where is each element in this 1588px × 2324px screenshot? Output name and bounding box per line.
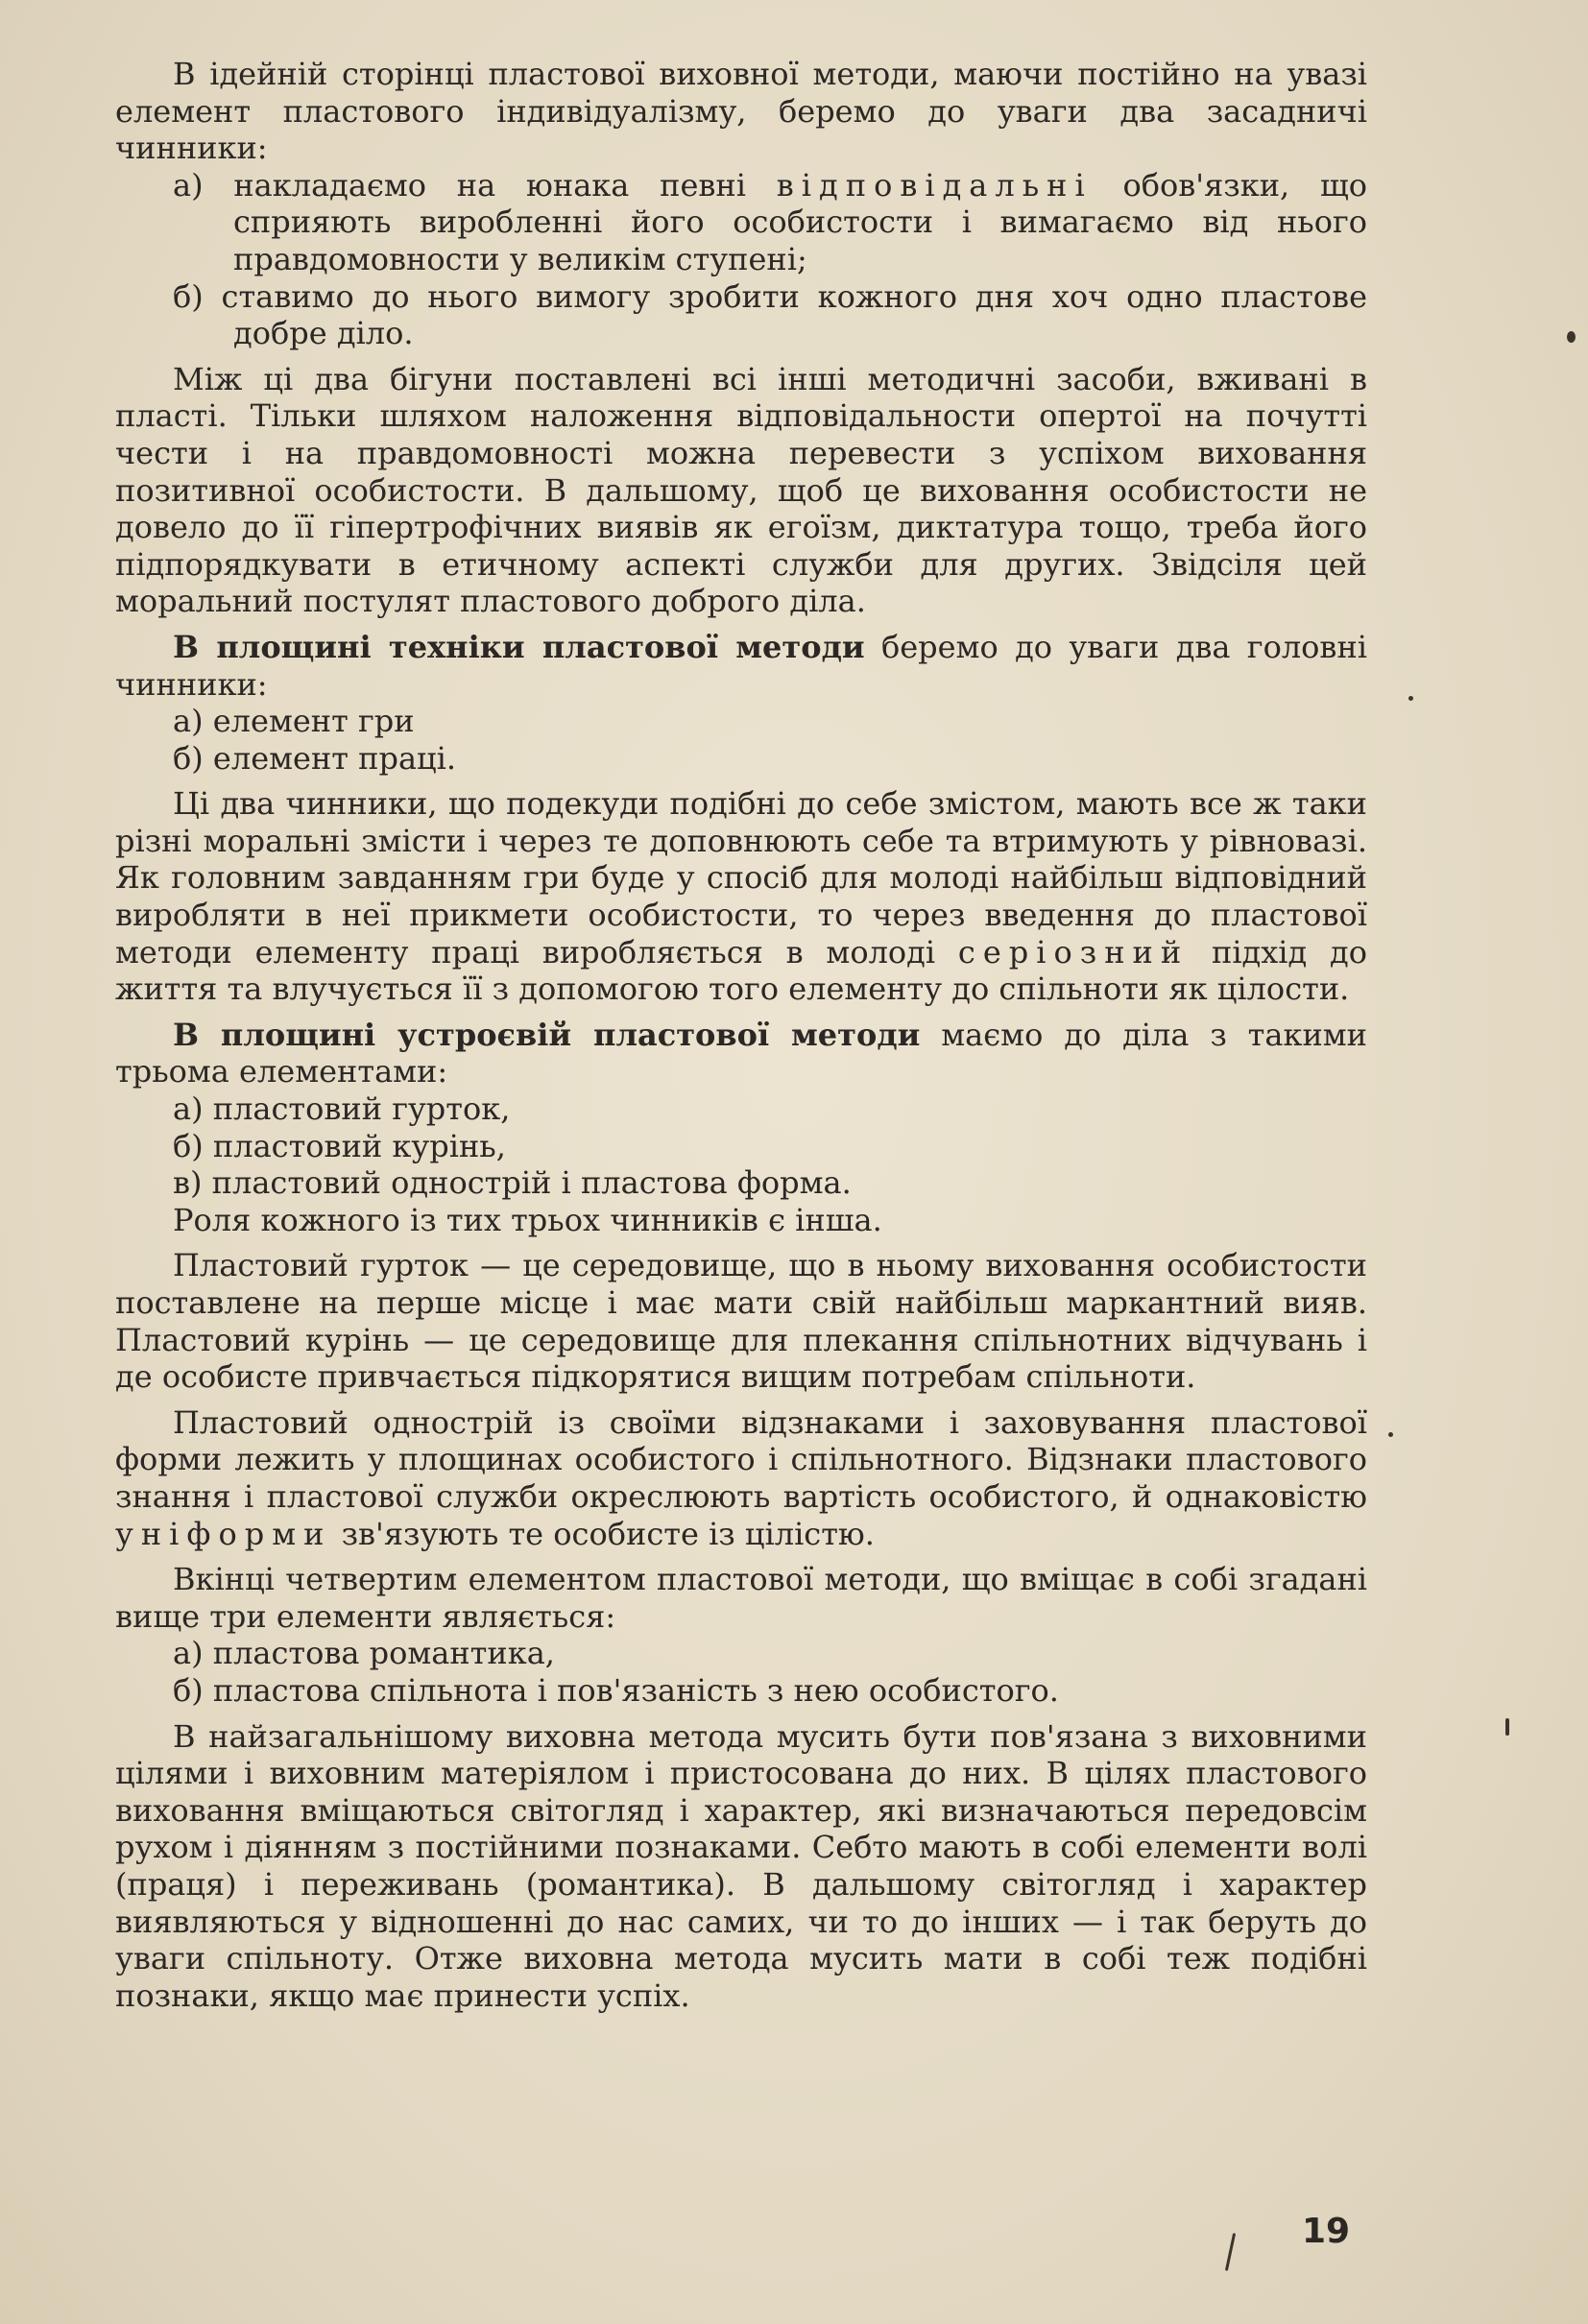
page-number: 19 [1302,2212,1351,2251]
list-item-uniform: в) пластовий однострій і пластова форма. [173,1164,852,1202]
paragraph-conclusion: В найзагальнішому виховна метода мусить бути пов'язана з виховними цілями і виховним матеріялом і пристосована до них. В цілях пластового виховання вміщаються світогляд і характер, які визначаються передовсім рухом і діянням з постійними познаками. Себто мають в собі елементи волі (праця) і переживань (романтика). В дальшому світогляд і характер виявляються у відношенні до нас самих, чи то до інших — і так беруть до уваги спільноту. Отже виховна метода мусить мати в собі теж подібні познаки, якщо має принести успіх. [115,1717,1367,2014]
bold-heading: В площині техніки пластової методи [173,628,865,665]
list-item-a-responsibilities: а) накладаємо на юнака певні відповідальні обов'язки, що сприяють виробленні його особистости і вимагаємо від нього правдомовности у великім ступені; [173,166,1368,277]
spaced-word: серіозний [957,933,1190,970]
paragraph-poles: Між ці два бігуни поставлені всі інші методичні засоби, вживані в пласті. Тільки шляхом наложення відповідальности опертої на почутті чести і на правдомовності можна перевести з успіхом виховання позитивної особистости. В дальшому, щоб це виховання особистости не довело до її гіпертрофічних виявів як егоїзм, диктатура тощо, треба його підпорядкувати в етичному аспекті служби для других. Звідсіля цей моральний постулят пластового доброго діла. [115,360,1367,620]
list-item-role: Роля кожного із тих трьох чинників є інша. [173,1201,882,1238]
paragraph-ideological: В ідейній сторінці пластової виховної методи, маючи постійно на увазі елемент пластового індивідуалізму, беремо до уваги два засадничі чинники: [115,56,1367,167]
list-item-group: а) пластовий гурток, [173,1090,511,1128]
paragraph-fourth-element: Вкінці четвертим елементом пластової методи, що вміщає в собі згадані вище три елементи являється: [115,1561,1367,1635]
list-item-community: б) пластова спільнота і пов'язаність з нею особистого. [173,1671,1059,1709]
main-text [115,56,1367,2014]
paper-speck [1408,696,1413,701]
list-item-game: а) елемент гри [173,703,415,740]
paragraph-uniform: Пластовий однострій із своїми відзнаками і заховування пластової форми лежить у площинах особистого і спільнотного. Відзнаки пластового знання і пластової служби окреслюють вартість особистого, й однаковістю уніформи зв'язують те особисте із цілістю. [115,1403,1367,1552]
paragraph-technique: В площині техніки пластової методи беремо до уваги два головні чинники: [115,628,1368,703]
paper-speck [1567,331,1576,343]
list-item-b-good-deed: б) ставимо до нього вимогу зробити кожного дня хоч одно пластове добре діло. [173,277,1367,352]
list-item-romance: а) пластова романтика, [173,1635,555,1672]
spaced-word: уніформи [115,1515,332,1552]
paragraph-game-work: Ці два чинники, що подекуди подібні до себе змістом, мають все ж таки різні моральні змісти і через те доповнюють себе та втримують у рівновазі. Як головним завданням гри буде у спосіб для молоді найбільш відповідний виробляти в неї прикмети особистости, то через введення до пластової методи елементу праці виробляється в молоді серіозний підхід до життя та влучується її з допомогою того елементу до спільноти як цілости. [115,785,1368,1008]
bold-heading: В площині устроєвій пластової методи [173,1016,921,1053]
paper-speck [1225,2233,1236,2271]
paper-speck [1505,1718,1509,1736]
list-item-kurin: б) пластовий курінь, [173,1127,506,1164]
spaced-word: відповідальні [776,166,1093,204]
paragraph-group-kurin: Пластовий гурток — це середовище, що в ньому виховання особистости поставлене на перше місце і має мати свій найбільш маркантний вияв. Пластовий курінь — це середовище для плекання спільнотних відчувань і де особисте привчається підкорятися вищим потребам спільноти. [115,1247,1367,1396]
paper-speck [1388,1432,1393,1437]
paragraph-structure: В площині устроєвій пластової методи маємо до діла з такими трьома елементами: [115,1016,1368,1090]
list-item-work: б) елемент праці. [173,739,457,777]
